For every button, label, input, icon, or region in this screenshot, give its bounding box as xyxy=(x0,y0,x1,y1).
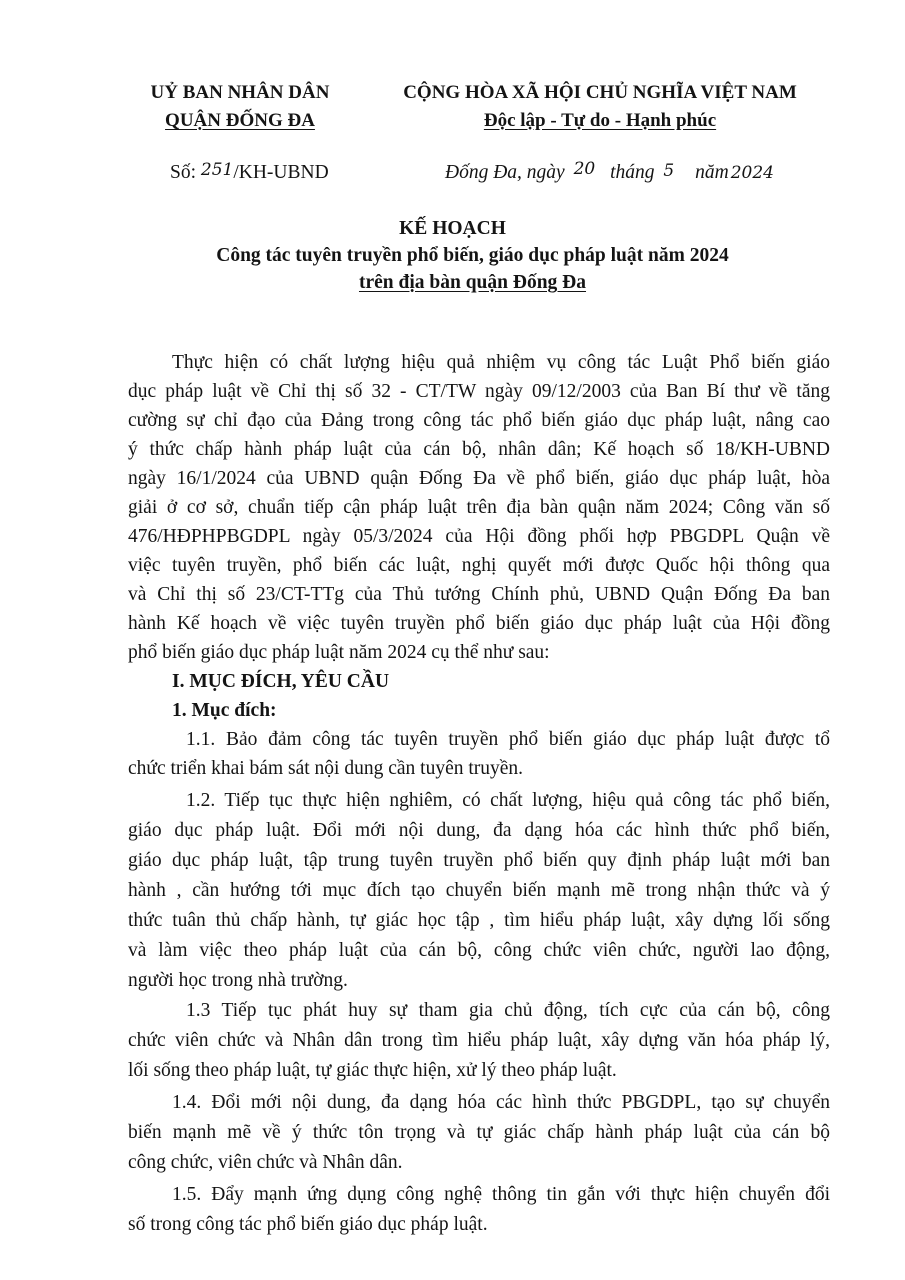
intro-line: phổ biến giáo dục pháp luật năm 2024 cụ thể như sau: xyxy=(128,642,550,663)
place-date-prefix: Đống Đa, ngày xyxy=(445,162,565,183)
para-1-4-line: công chức, viên chức và Nhân dân. xyxy=(128,1152,403,1173)
para-1-4-line: 1.4. Đổi mới nội dung, đa dạng hóa các hình thức PBGDPL, tạo sự chuyển xyxy=(172,1092,830,1113)
year-label: năm xyxy=(695,162,729,183)
intro-line: giải ở cơ sở, chuẩn tiếp cận pháp luật trên địa bàn quận năm 2024; Công văn số xyxy=(128,497,830,518)
subsection-1-heading: 1. Mục đích: xyxy=(172,700,277,721)
place-date xyxy=(445,159,774,184)
intro-line: việc tuyên truyền, phổ biến các luật, nghị quyết mới được Quốc hội thông qua xyxy=(128,555,830,576)
intro-line: Thực hiện có chất lượng hiệu quả nhiệm vụ công tác Luật Phổ biến giáo xyxy=(172,352,830,373)
so-suffix: /KH-UBND xyxy=(233,162,329,183)
intro-line: ngày 16/1/2024 của UBND quận Đống Đa về phổ biến, giáo dục pháp luật, hòa xyxy=(128,468,830,489)
doc-subject-line1: Công tác tuyên truyền phổ biến, giáo dục pháp luật năm 2024 xyxy=(216,245,729,266)
agency-name: UỶ BAN NHÂN DÂN xyxy=(150,82,330,103)
national-motto xyxy=(380,110,820,132)
so-number: 251 xyxy=(200,160,234,180)
document-number xyxy=(170,162,329,184)
para-1-2-line: 1.2. Tiếp tục thực hiện nghiêm, có chất lượng, hiệu quả công tác phổ biến, xyxy=(186,790,830,811)
so-label: Số: xyxy=(170,162,197,183)
intro-line: cường sự chỉ đạo của Đảng trong công tác phổ biến giáo dục pháp luật, nâng cao xyxy=(128,410,830,431)
intro-line: 476/HĐPHPBGDPL ngày 05/3/2024 của Hội đồng phối hợp PBGDPL Quận về xyxy=(128,526,830,547)
doc-subject-line2 xyxy=(0,272,905,294)
date-year: 2024 xyxy=(730,163,774,183)
para-1-3-line: 1.3 Tiếp tục phát huy sự tham gia chủ động, tích cực của cán bộ, công xyxy=(186,1000,830,1021)
doc-subject-line2-text: trên địa bàn quận Đống Đa xyxy=(358,272,587,293)
intro-line: hành Kế hoạch về việc tuyên truyền phổ biến giáo dục pháp luật của Hội đồng xyxy=(128,613,830,634)
para-1-5-line: 1.5. Đẩy mạnh ứng dụng công nghệ thông tin gắn với thực hiện chuyển đổi xyxy=(172,1184,830,1205)
para-1-2-line: và làm việc theo pháp luật của cán bộ, công chức viên chức, người lao động, xyxy=(128,940,830,961)
district-name-text: QUẬN ĐỐNG ĐA xyxy=(165,110,315,131)
para-1-1-line: chức triển khai bám sát nội dung cần tuyên truyền. xyxy=(128,758,524,779)
national-motto-text: Độc lập - Tự do - Hạnh phúc xyxy=(483,110,717,131)
national-title: CỘNG HÒA XÃ HỘI CHỦ NGHĨA VIỆT NAM xyxy=(403,82,797,103)
intro-line: dục pháp luật về Chỉ thị số 32 - CT/TW ngày 09/12/2003 của Ban Bí thư về tăng xyxy=(128,381,830,402)
date-month: 5 xyxy=(663,161,675,181)
para-1-2-line: giáo dục pháp luật. Đổi mới nội dung, đa dạng hóa các hình thức phổ biến, xyxy=(128,820,830,841)
para-1-5-line: số trong công tác phổ biến giáo dục pháp luật. xyxy=(128,1214,488,1235)
para-1-4-line: biến mạnh mẽ về ý thức tôn trọng và tự giác chấp hành pháp luật của cán bộ xyxy=(128,1122,830,1143)
intro-line: ý thức chấp hành pháp luật của cán bộ, nhân dân; Kế hoạch số 18/KH-UBND xyxy=(128,439,830,460)
section-1-heading: I. MỤC ĐÍCH, YÊU CẦU xyxy=(172,671,390,692)
district-name xyxy=(120,110,360,132)
month-label: tháng xyxy=(610,162,655,183)
intro-line: và Chỉ thị số 23/CT-TTg của Thủ tướng Chính phủ, UBND Quận Đống Đa ban xyxy=(128,584,830,605)
para-1-3-line: chức viên chức và Nhân dân trong tìm hiểu pháp luật, xây dựng văn hóa pháp lý, xyxy=(128,1030,830,1051)
para-1-3-line: lối sống theo pháp luật, tự giác thực hiện, xử lý theo pháp luật. xyxy=(128,1060,617,1081)
para-1-1-line: 1.1. Bảo đảm công tác tuyên truyền phổ biến giáo dục pháp luật được tổ xyxy=(186,729,830,750)
para-1-2-line: hành , cần hướng tới mục đích tạo chuyển biến mạnh mẽ trong nhận thức và ý xyxy=(128,880,830,901)
date-day: 20 xyxy=(573,159,596,179)
doc-type-title: KẾ HOẠCH xyxy=(399,218,506,239)
para-1-2-line: thức tuân thủ chấp hành, tự giác học tập , tìm hiểu pháp luật, xây dựng lối sống xyxy=(128,910,830,931)
para-1-2-line: giáo dục pháp luật, tập trung tuyên truyền phổ biến quy định pháp luật mới ban xyxy=(128,850,830,871)
para-1-2-line: người học trong nhà trường. xyxy=(128,970,348,991)
